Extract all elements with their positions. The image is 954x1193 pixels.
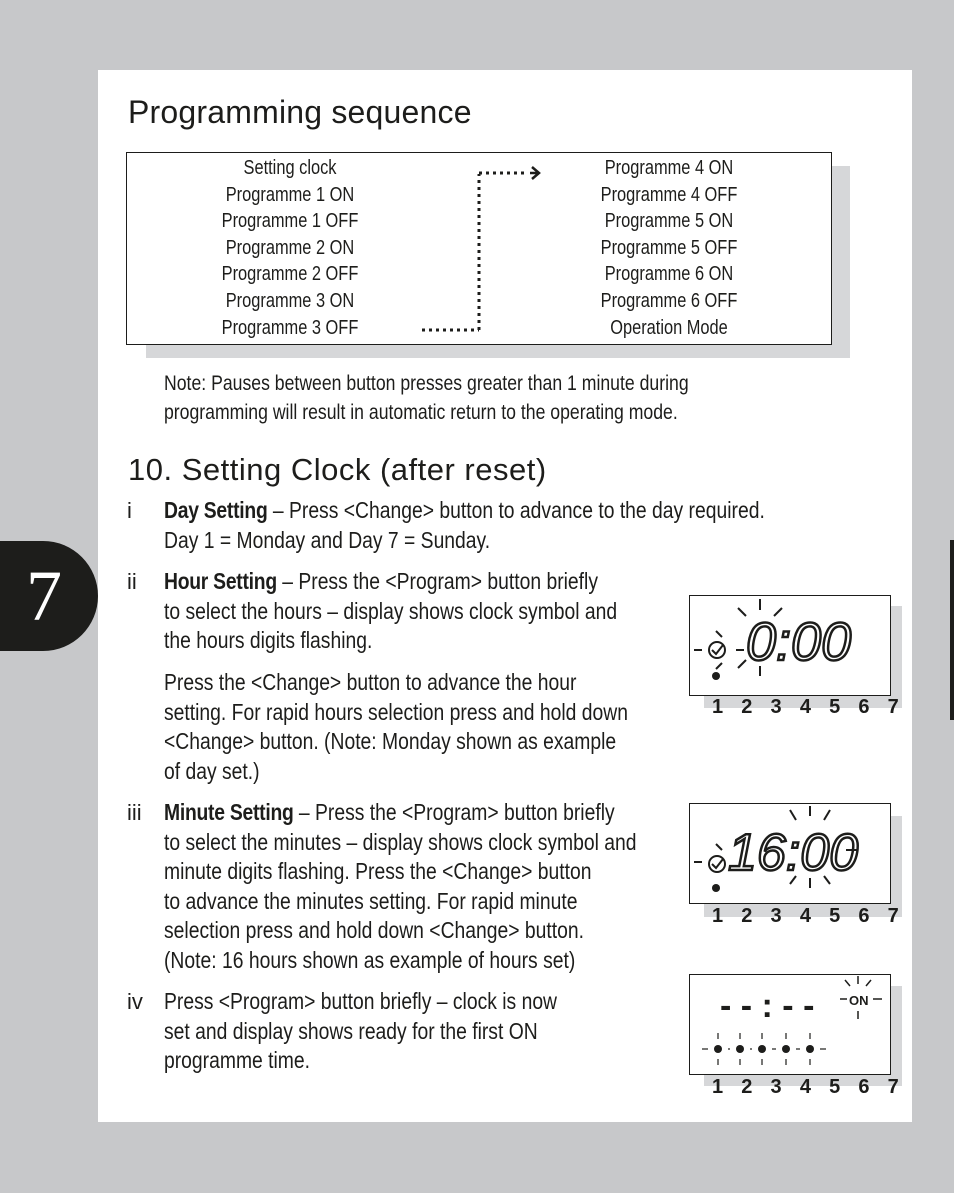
programming-note xyxy=(164,369,914,427)
lcd-digits: - - : - - xyxy=(720,987,815,1025)
step-text: Press the <Change> button to advance the hour xyxy=(164,669,577,695)
sequence-step: Programme 2 ON xyxy=(225,236,355,259)
lcd-digits: 16:00 xyxy=(728,824,859,882)
step-hour-setting xyxy=(164,567,704,656)
sequence-step: Setting clock xyxy=(243,157,337,179)
programming-sequence-title: Programming sequence xyxy=(128,94,472,130)
step-text: to advance the minutes setting. For rapid minute xyxy=(164,887,578,914)
step-numeral: iv xyxy=(127,989,143,1014)
on-badge: ON xyxy=(849,993,869,1008)
step-text: of day set.) xyxy=(164,757,260,784)
step-text: (Note: 16 hours shown as example of hours set) xyxy=(164,946,576,973)
programming-sequence-box xyxy=(126,152,832,345)
step-label: Minute Setting xyxy=(164,799,294,825)
lcd-day-numbers: 1 2 3 4 5 6 7 xyxy=(712,1076,906,1098)
step-text: – Press the <Program> button briefly xyxy=(282,568,598,594)
sequence-step: Programme 3 ON xyxy=(225,289,355,312)
step-day-setting xyxy=(164,496,879,555)
day-dots-icon xyxy=(702,1033,826,1065)
step-text: minute digits flashing. Press the <Change> button xyxy=(164,858,592,884)
note-line: programming will result in automatic return to the operating mode. xyxy=(164,401,678,424)
lcd-day-numbers: 1 2 3 4 5 6 7 xyxy=(712,905,906,927)
step-text: setting. For rapid hours selection press and hold down xyxy=(164,698,628,725)
step-text: – Press <Change> button to advance to the day required. xyxy=(272,497,765,523)
sequence-step: Programme 3 OFF xyxy=(221,316,359,339)
step-numeral: iii xyxy=(127,800,142,825)
step-text: <Change> button. (Note: Monday shown as example xyxy=(164,728,617,754)
step-text: – Press the <Program> button briefly xyxy=(298,799,615,825)
sequence-step: Programme 5 ON xyxy=(604,210,734,233)
step-text: Day 1 = Monday and Day 7 = Sunday. xyxy=(164,526,491,553)
sequence-step: Programme 5 OFF xyxy=(600,236,738,259)
sequence-step: Programme 4 OFF xyxy=(600,183,738,206)
sequence-step: Operation Mode xyxy=(610,316,728,339)
clock-symbol-icon xyxy=(709,856,725,892)
step-label: Hour Setting xyxy=(164,568,277,594)
sequence-flow-arrow xyxy=(127,153,833,346)
step-text: to select the minutes – display shows clock symbol and xyxy=(164,828,637,855)
next-page-edge xyxy=(950,540,954,720)
lcd-display-ready xyxy=(689,974,891,1075)
lcd-day-numbers: 1 2 3 4 5 6 7 xyxy=(712,696,906,718)
step-label: Day Setting xyxy=(164,497,268,523)
lcd-minutes-graphic xyxy=(690,804,890,903)
sequence-step: Programme 4 ON xyxy=(604,157,734,179)
step-text: to select the hours – display shows clock symbol and xyxy=(164,597,618,624)
note-line: Note: Pauses between button presses greater than 1 minute during xyxy=(164,372,689,395)
step-text: the hours digits flashing. xyxy=(164,627,373,653)
step-numeral: ii xyxy=(127,569,137,594)
step-text: Press <Program> button briefly – clock is now xyxy=(164,988,558,1014)
chapter-number: 7 xyxy=(26,555,62,636)
lcd-digits: 0:00 xyxy=(746,612,852,672)
step-ready xyxy=(164,987,632,1076)
lcd-display-hours xyxy=(689,595,891,696)
sequence-step: Programme 1 ON xyxy=(225,183,355,206)
sequence-step: Programme 1 OFF xyxy=(221,210,359,233)
lcd-ready-graphic xyxy=(690,975,890,1074)
section-title: 10. Setting Clock (after reset) xyxy=(128,452,547,487)
step-numeral: i xyxy=(127,498,132,523)
clock-symbol-icon xyxy=(709,642,725,680)
step-hour-setting-extra xyxy=(164,668,716,786)
lcd-hours-graphic xyxy=(690,596,890,695)
step-text: programme time. xyxy=(164,1047,311,1073)
lcd-display-minutes xyxy=(689,803,891,904)
step-text: set and display shows ready for the first ON xyxy=(164,1017,538,1044)
step-text: selection press and hold down <Change> button. xyxy=(164,917,584,943)
sequence-step: Programme 2 OFF xyxy=(221,263,359,286)
sequence-step: Programme 6 ON xyxy=(604,263,734,286)
chapter-tab xyxy=(0,541,98,651)
step-minute-setting xyxy=(164,798,727,975)
sequence-step: Programme 6 OFF xyxy=(600,289,738,312)
